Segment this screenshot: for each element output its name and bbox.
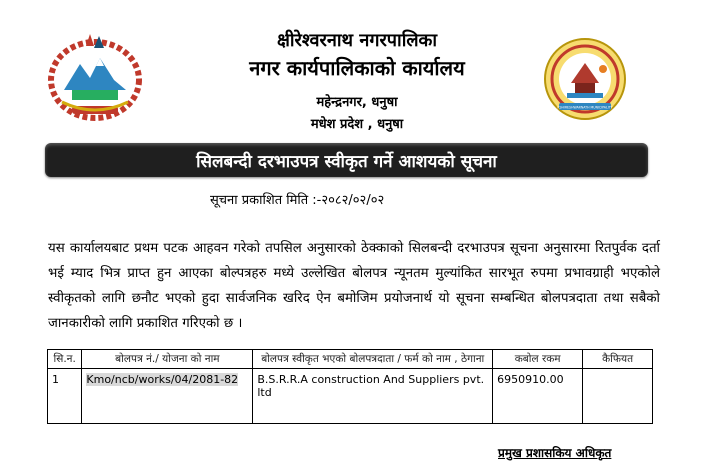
- office-location: महेन्द्रनगर, धनुषा: [316, 95, 398, 110]
- bid-table: [47, 349, 653, 424]
- notice-banner: [45, 143, 648, 177]
- logo-caption: KSHIRESHWARNATH MUNICIPALITY: [557, 105, 613, 110]
- office-name: नगर कार्यपालिकाको कार्यालय: [249, 56, 465, 80]
- notice-title: सिलबन्दी दरभाउपत्र स्वीकृत गर्ने आशयको सूचना: [196, 151, 497, 172]
- col-header-bid-no: बोलपत्र नं./ योजना को नाम: [82, 350, 253, 369]
- cell-remarks: [583, 369, 653, 424]
- col-header-remarks: कैफियत: [583, 350, 653, 369]
- table-header-row: [48, 350, 653, 369]
- cell-amount: 6950910.00: [493, 369, 583, 424]
- col-header-sn: सि.न.: [48, 350, 82, 369]
- col-header-amount: कबोल रकम: [493, 350, 583, 369]
- notice-body: यस कार्यालयबाट प्रथम पटक आहवन गरेको तपसिल अनुसारको ठेक्काको सिलबन्दी दरभाउपत्र सूचना अनुसारमा रितपुर्वक दर्ता भई म्याद भित्र प्राप्त हुन आएका बोल्पत्रहरु मध्ये उल्लेखित बोलपत्र न्यूनतम मुल्यांकित सारभूत रुपमा प्रभावग्राही भएकोले स्वीकृतको लागि छनौट भएको हुदा सार्वजनिक खरिद ऐन बमोजिम प्रयोजनार्थ यो सूचना सम्बन्धित बोलपत्रदाता तथा सबैको जानकारीको लागि प्रकाशित गरिएको छ ।: [48, 241, 660, 331]
- published-date: सूचना प्रकाशित मिति :-२०८२/०२/०२: [210, 193, 385, 208]
- cell-sn: 1: [48, 369, 82, 424]
- municipality-logo-icon: [543, 37, 627, 121]
- cell-bid-no: [82, 369, 253, 424]
- table-row: [48, 369, 653, 424]
- col-header-bidder: बोलपत्र स्वीकृत भएको बोलपत्रदाता / फर्म को नाम , ठेगाना: [253, 350, 493, 369]
- org-name: क्षीरेश्वरनाथ नगरपालिका: [276, 30, 438, 51]
- province-line: मधेश प्रदेश , धनुषा: [310, 117, 404, 132]
- bid-no-text: Kmo/ncb/works/04/2081-82: [86, 373, 239, 386]
- cell-bidder: B.S.R.R.A construction And Suppliers pvt. ltd: [253, 369, 493, 424]
- signature-title: प्रमुख प्रशासकिय अधिकृत: [498, 446, 612, 460]
